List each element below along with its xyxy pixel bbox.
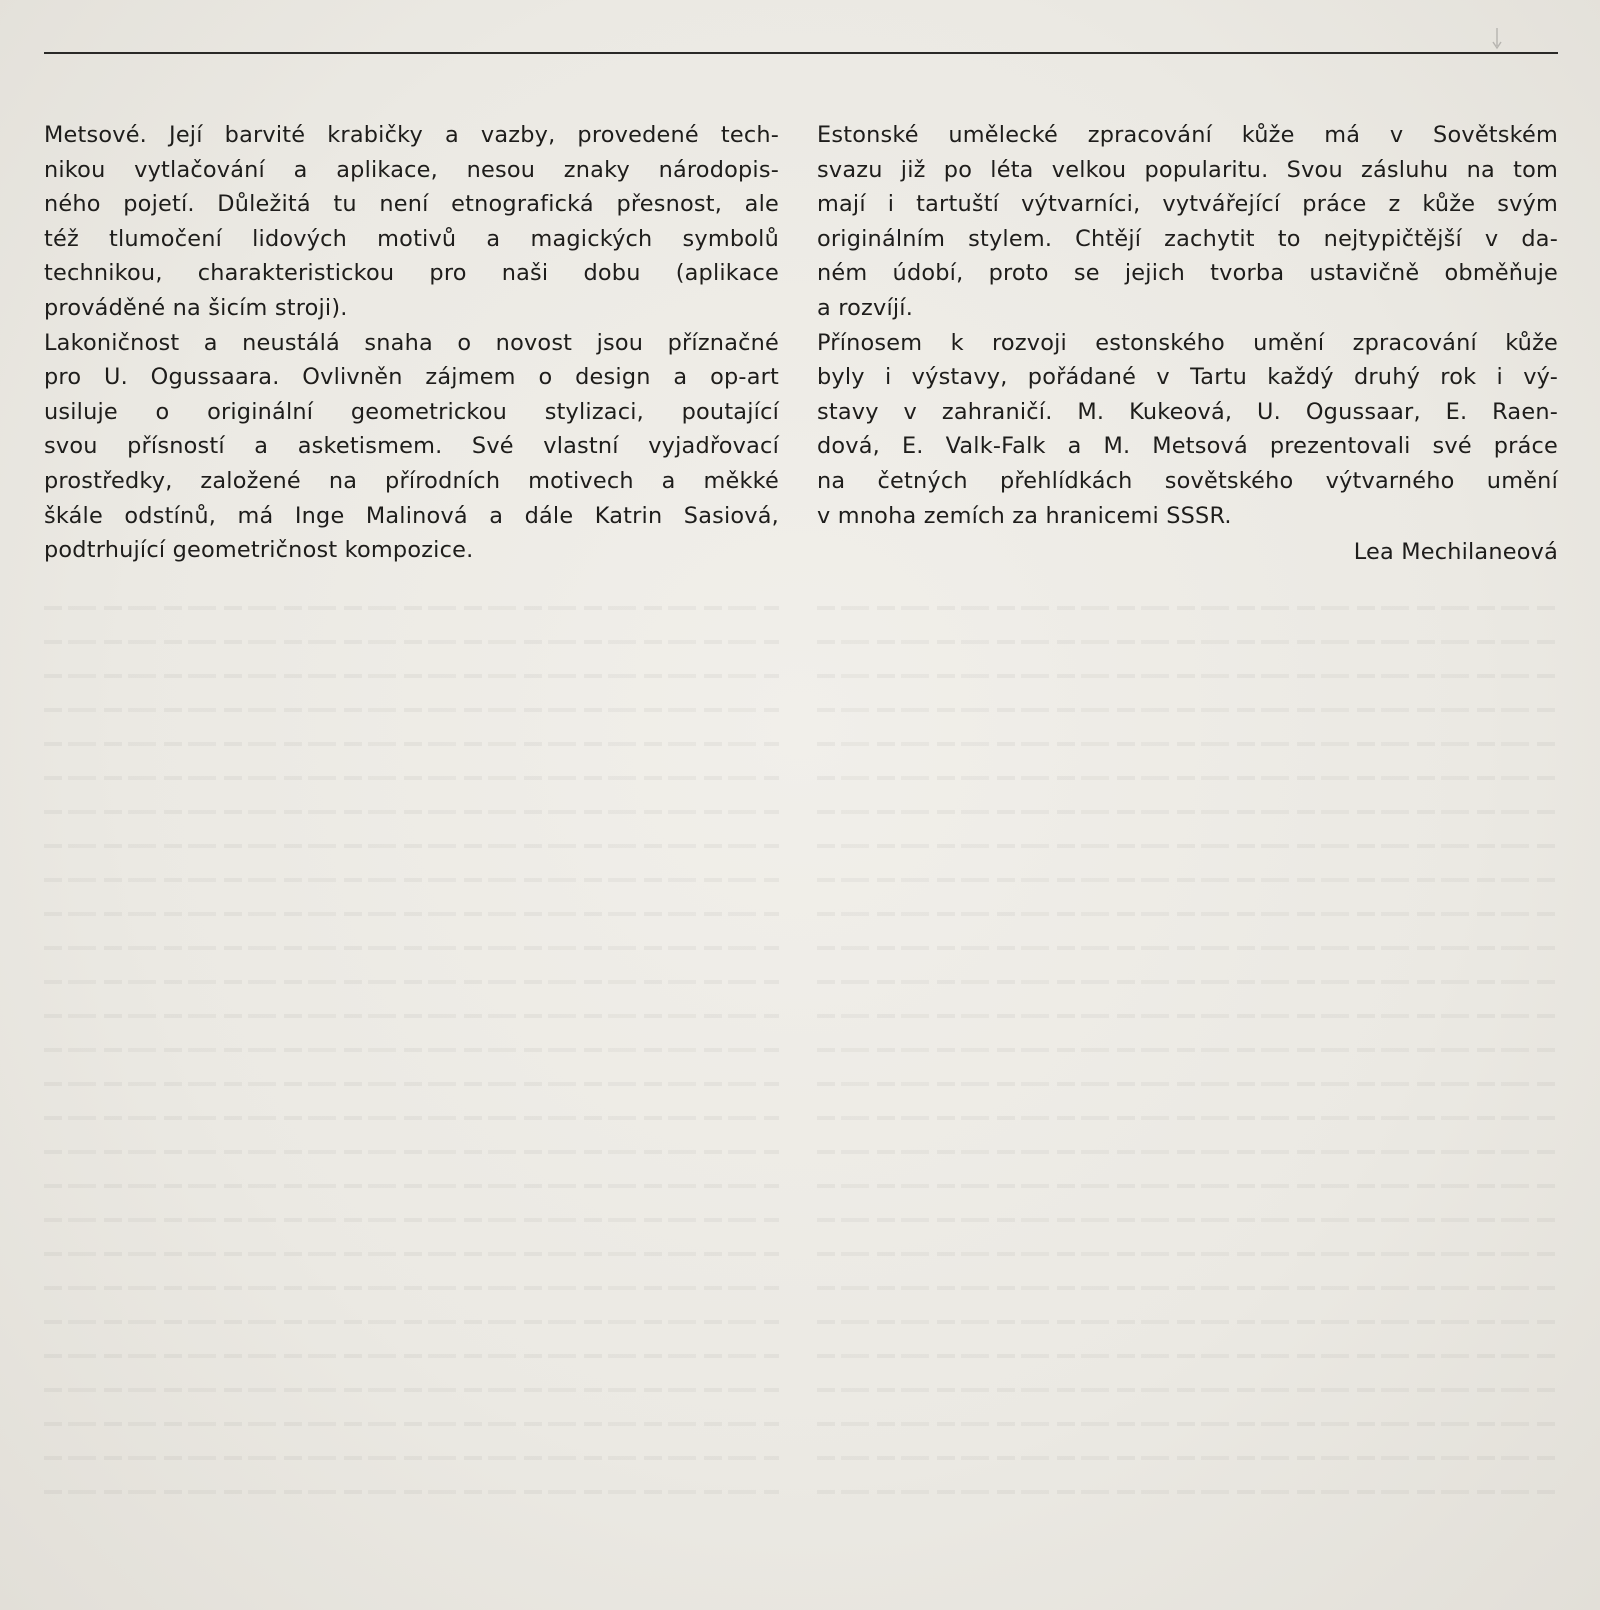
text-line: Přínosem k rozvoji estonského umění zpracování kůže	[817, 329, 1558, 356]
text-line: usiluje o originální geometrickou stylizaci, poutající	[44, 398, 779, 425]
text-line: technikou, charakteristickou pro naši dobu (aplikace	[44, 260, 779, 287]
corner-mark-icon	[1490, 28, 1504, 50]
bleed-through-left	[44, 590, 779, 1508]
text-line: Metsové. Její barvité krabičky a vazby, provedené tech-	[44, 122, 779, 148]
text-line: originálním stylem. Chtějí zachytit to nejtypičtější v da-	[817, 225, 1558, 252]
left-column	[44, 118, 779, 568]
text-line: ného pojetí. Důležitá tu není etnografická přesnost, ale	[44, 191, 779, 218]
text-line: Estonské umělecké zpracování kůže má v Sovětském	[817, 122, 1558, 148]
text-line: podtrhující geometričnost kompozice.	[44, 537, 474, 564]
text-line: na četných přehlídkách sovětského výtvarného umění	[817, 467, 1558, 494]
text-line: a rozvíjí.	[817, 294, 914, 321]
text-line: též tlumočení lidových motivů a magických symbolů	[44, 225, 779, 252]
text-line: byly i výstavy, pořádané v Tartu každý druhý rok i vý-	[817, 364, 1558, 391]
text-line: ném údobí, proto se jejich tvorba ustavičně obměňuje	[817, 260, 1558, 287]
text-line: Lakoničnost a neustálá snaha o novost jsou příznačné	[44, 329, 779, 356]
author-signature: Lea Mechilaneová	[1353, 539, 1558, 566]
text-line: nikou vytlačování a aplikace, nesou znaky národopis-	[44, 156, 779, 183]
text-line: dová, E. Valk-Falk a M. Metsová prezentovali své práce	[817, 433, 1558, 460]
text-line: pro U. Ogussaara. Ovlivněn zájmem o design a op-art	[44, 364, 779, 391]
text-line: prostředky, založené na přírodních motivech a měkké	[44, 467, 779, 494]
text-line: stavy v zahraničí. M. Kukeová, U. Ogussaar, E. Raen-	[817, 398, 1558, 425]
top-rule	[44, 52, 1558, 54]
text-line: mají i tartuští výtvarníci, vytvářející práce z kůže svým	[817, 191, 1558, 218]
text-line: škále odstínů, má Inge Malinová a dále Katrin Sasiová,	[44, 502, 779, 529]
bleed-through-right	[817, 590, 1558, 1508]
text-line: svazu již po léta velkou popularitu. Svou zásluhu na tom	[817, 156, 1558, 183]
right-column	[817, 118, 1558, 570]
text-line: svou přísností a asketismem. Své vlastní vyjadřovací	[44, 433, 779, 460]
text-line: prováděné na šicím stroji).	[44, 294, 348, 321]
text-line: v mnoha zemích za hranicemi SSSR.	[817, 502, 1232, 529]
